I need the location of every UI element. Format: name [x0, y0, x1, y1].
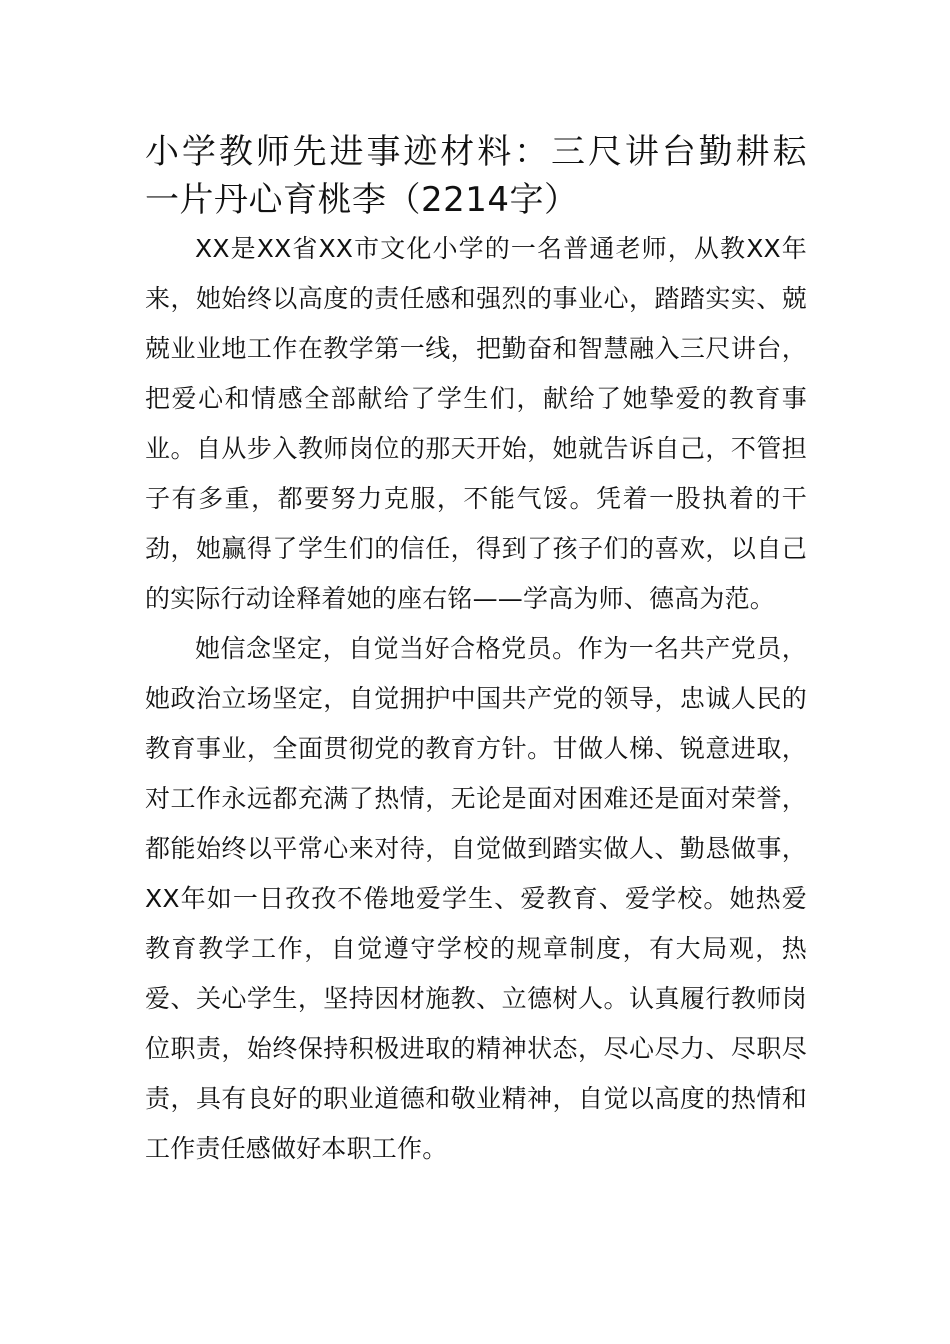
- body-paragraph-2: 她信念坚定，自觉当好合格党员。作为一名共产党员，她政治立场坚定，自觉拥护中国共产党的领导，忠诚人民的教育事业，全面贯彻党的教育方针。甘做人梯、锐意进取，对工作永远都充满了热情，无论是面对困难还是面对荣誉，都能始终以平常心来对待，自觉做到踏实做人、勤恳做事，XX年如一日孜孜不倦地爱学生、爱教育、爱学校。她热爱教育教学工作，自觉遵守学校的规章制度，有大局观，热爱、关心学生，坚持因材施教、立德树人。认真履行教师岗位职责，始终保持积极进取的精神状态，尽心尽力、尽职尽责，具有良好的职业道德和敬业精神，自觉以高度的热情和工作责任感做好本职工作。: [145, 634, 807, 1163]
- body-paragraph-1: XX是XX省XX市文化小学的一名普通老师，从教XX年来，她始终以高度的责任感和强烈的事业心，踏踏实实、兢兢业业地工作在教学第一线，把勤奋和智慧融入三尺讲台，把爱心和情感全部献给了学生们，献给了她挚爱的教育事业。自从步入教师岗位的那天开始，她就告诉自己，不管担子有多重，都要努力克服，不能气馁。凭着一股执着的干劲，她赢得了学生们的信任，得到了孩子们的喜欢，以自己的实际行动诠释着她的座右铭——学高为师、德高为范。: [145, 234, 807, 613]
- document-content: [145, 128, 807, 1174]
- document-title: 小学教师先进事迹材料：三尺讲台勤耕耘 一片丹心育桃李（2214字）: [145, 132, 807, 220]
